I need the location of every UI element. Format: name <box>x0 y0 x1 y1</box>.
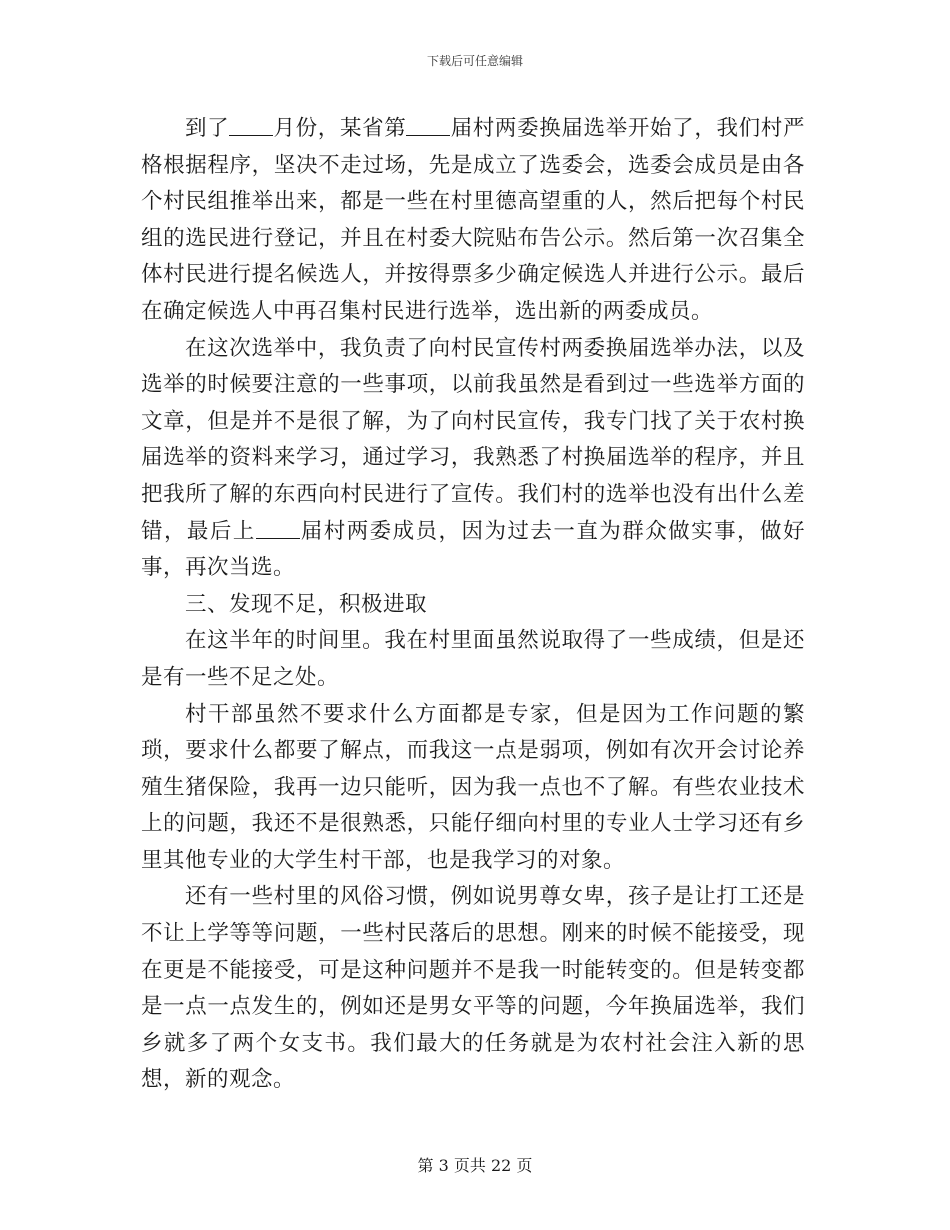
paragraph-customs: 还有一些村里的风俗习惯，例如说男尊女卑，孩子是让打工还是不让上学等等问题，一些村民落后的思想。刚来的时候不能接受，现在更是不能接受，可是这种问题并不是我一时能转变的。但是转变都是一点一点发生的，例如还是男女平等的问题，今年换届选举，我们乡就多了两个女支书。我们最大的任务就是为农村社会注入新的思想，新的观念。 <box>141 884 805 1093</box>
paragraph-text: 届村两委换届选举开始了，我们村严格根据程序，坚决不走过场，先是成立了选委会，选委会成员是由各个村民组推举出来，都是一些在村里德高望重的人，然后把每个村民组的选民进行登记，并且在村委大院贴布告公示。然后第一次召集全体村民进行提名候选人，并按得票多少确定候选人并进行公示。最后在确定候选人中再召集村民进行选举，选出新的两委成员。 <box>141 116 805 324</box>
page-number: 第 3 页共 22 页 <box>417 1156 533 1175</box>
paragraph-shortcomings: 在这半年的时间里。我在村里面虽然说取得了一些成绩，但是还是有一些不足之处。 <box>141 628 805 690</box>
blank-underline <box>406 113 450 136</box>
document-body <box>141 111 805 1099</box>
paragraph-text: 届村两委成员，因为过去一直为群众做实事，做好事，再次当选。 <box>141 518 805 581</box>
paragraph-learning: 村干部虽然不要求什么方面都是专家，但是因为工作问题的繁琐，要求什么都要了解点，而我这一点是弱项，例如有次开会讨论养殖生猪保险，我再一边只能听，因为我一点也不了解。有些农业技术上的问题，我还不是很熟悉，只能仔细向村里的专业人士学习还有乡里其他专业的大学生村干部，也是我学习的对象。 <box>141 701 805 873</box>
paragraph-text: 在这次选举中，我负责了向村民宣传村两委换届选举办法，以及选举的时候要注意的一些事项，以前我虽然是看到过一些选举方面的文章，但是并不是很了解，为了向村民宣传，我专门找了关于农村换届选举的资料来学习，通过学习，我熟悉了村换届选举的程序，并且把我所了解的东西向村民进行了宣传。我们村的选举也没有出什么差错，最后上 <box>141 335 805 544</box>
page-header: 下载后可任意编辑 <box>426 54 523 68</box>
blank-underline <box>229 113 273 136</box>
paragraph-text: 月份，某省第 <box>273 116 407 141</box>
paragraph-text: 到了 <box>185 116 230 141</box>
section-heading: 三、发现不足，积极进取 <box>185 591 428 617</box>
paragraph-election-process <box>141 111 805 331</box>
blank-underline <box>256 516 300 539</box>
paragraph-election-promotion <box>141 331 805 587</box>
